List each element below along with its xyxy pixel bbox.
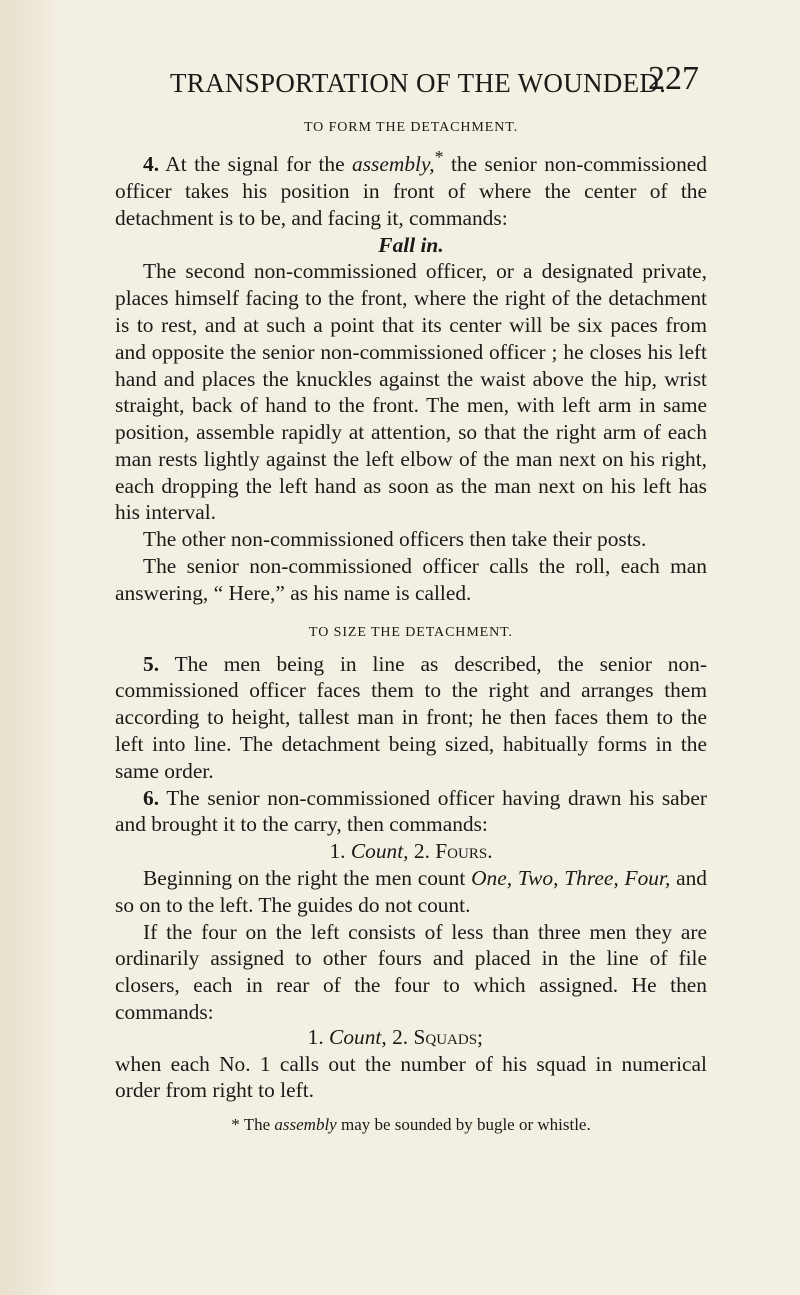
term-assembly: assembly, bbox=[352, 152, 435, 177]
paragraph-number: 4. bbox=[143, 152, 160, 177]
paragraph-5: 5. The men being in line as described, the senior non-commissioned officer faces them to the right and arranges them according to height, tallest man in front; he then faces them to the left into line. The detachment being sized, habitually forms in the same order. bbox=[115, 651, 707, 783]
page-number: 227 bbox=[648, 60, 699, 97]
paragraph-6: 6. The senior non-commissioned officer having drawn his saber and brought it to the carry, then commands: bbox=[115, 785, 707, 837]
paragraph-if-four: If the four on the left consists of less than three men they are ordinarily assigned to other fours and placed in the line of file closers, each in rear of the four to which assigned. He then commands: bbox=[115, 919, 707, 1025]
section-heading-form: TO FORM THE DETACHMENT. bbox=[303, 120, 519, 135]
footnote: * The assembly may be sounded by bugle or whistle. bbox=[231, 1115, 591, 1135]
page-edge-stain bbox=[0, 0, 60, 1295]
section-heading-size: TO SIZE THE DETACHMENT. bbox=[309, 624, 513, 640]
paragraph-4: 4. At the signal for the assembly,* the senior non-commissioned officer takes his position in front of where the center of the detachment is to be, and facing it, commands: bbox=[115, 147, 707, 230]
page-header bbox=[0, 60, 800, 104]
running-title: TRANSPORTATION OF THE WOUNDED. bbox=[170, 68, 667, 98]
paragraph-beginning: Beginning on the right the men count One, Two, Three, Four, and so on to the left. The guides do not count. bbox=[115, 866, 707, 917]
command-fall-in: Fall in. bbox=[378, 232, 444, 257]
paragraph-roll-call: The senior non-commissioned officer calls the roll, each man answering, “ Here,” as his name is called. bbox=[115, 554, 707, 605]
paragraph-other-ncos: The other non-commissioned officers then take their posts. bbox=[143, 527, 647, 552]
command-count-fours: 1. Count, 2. Fours. bbox=[329, 839, 493, 864]
page-body bbox=[115, 118, 707, 1136]
paragraph-second-nco: The second non-commissioned officer, or a designated private, places himself facing to the front, where the right of the detachment is to rest, and at such a point that its center will be six paces from and opposite the senior non-commissioned officer ; he closes his left hand and places the knuckles against the waist above the hip, wrist straight, back of hand to the front. The men, with left arm in same position, assemble rapidly at attention, so that the right arm of each man rests lightly against the left elbow of the man next on his right, each dropping the left hand as soon as the man next on his left has his interval. bbox=[115, 259, 707, 525]
footnote-marker: * bbox=[434, 147, 444, 167]
paragraph-when: when each No. 1 calls out the number of his squad in numerical order from right to left. bbox=[115, 1051, 707, 1103]
paragraph-number: 5. bbox=[143, 651, 160, 676]
command-count-squads: 1. Count, 2. Squads; bbox=[307, 1024, 483, 1049]
paragraph-number: 6. bbox=[143, 785, 160, 810]
